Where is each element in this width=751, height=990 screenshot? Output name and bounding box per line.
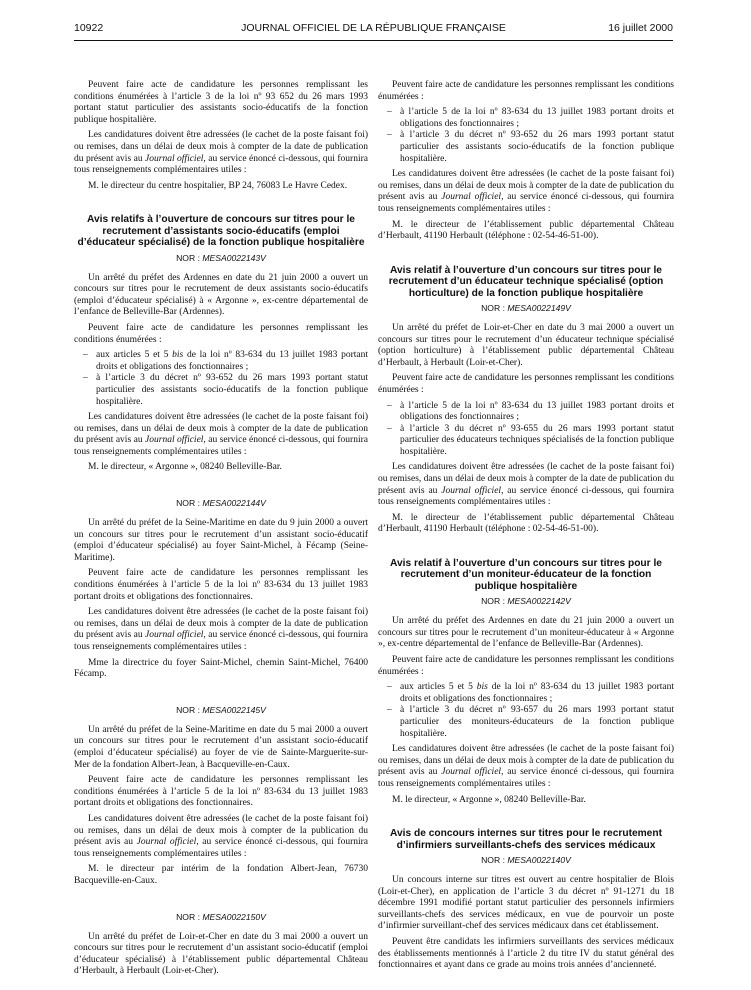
paragraph: Un arrêté du préfet des Ardennes en date du 21 juin 2000 a ouvert un concours sur titres pour le recrutement de deux assistants socio-éducatifs (emploi d’éducateur spécialisé) à « Argonne », ex-centre départemental de l’enfance de Belleville-Bar (Ardennes). [74,272,368,318]
nor-reference [74,253,368,263]
conditions-list [378,107,674,165]
list-item: – à l’article 5 de la loi nº 83-634 du 13 juillet 1983 portant droits et obligations des fonctionnaires ; [378,401,674,424]
journal-title: JOURNAL OFFICIEL DE LA RÉPUBLIQUE FRANÇAISE [241,22,506,34]
nor-label: NOR : [481,302,505,313]
nor-code: MESA0022149V [507,302,571,313]
list-item: – à l’article 3 du décret nº 93-657 du 26 mars 1993 portant statut particulier des moniteurs-éducateurs de la fonction publique hospitalière. [378,705,674,740]
section-title: Avis relatifs à l’ouverture de concours sur titres pour le recrutement d’assistants socio-éducatifs (emploi d’éducateur spécialisé) de la fonction publique hospitalière [77,214,365,249]
nor-reference [378,855,674,865]
section-title: Avis relatif à l’ouverture d’un concours sur titres pour le recrutement d’un moniteur-éducateur de la fonction publique hospitalière [390,558,662,592]
paragraph: Les candidatures doivent être adressées (le cachet de la poste faisant foi) ou remises, dans un délai de deux mois à compter de la date de publication du présent avis au Journal officiel, au service énoncé ci-dessous, qui fournira tous renseignements complémentaires utiles : [74,412,368,457]
paragraph: Un arrêté du préfet de Loir-et-Cher en date du 3 mai 2000 a ouvert un concours sur titres pour le recrutement d’un éducateur technique spécialisé (option horticulture) à l’établissement public départemental Château d’Herbault, à Herbault (Loir-et-Cher). [378,322,674,368]
paragraph: M. le directeur de l’établissement public départemental Château d’Herbault, 41190 Herbault (téléphone : 02-54-46-51-00). [378,512,674,535]
nor-code: MESA0022142V [507,596,571,607]
paragraph: Les candidatures doivent être adressées (le cachet de la poste faisant foi) ou remises, dans un délai de deux mois à compter de la date de publication du présent avis au Journal officiel, au service énoncé ci-dessous, qui fournira tous renseignements complémentaires utiles : [378,744,675,789]
conditions-list [378,401,674,459]
paragraph: M. le directeur, « Argonne », 08240 Belleville-Bar. [88,462,282,473]
paragraph: Les candidatures doivent être adressées (le cachet de la poste faisant foi) ou remises, dans un délai de deux mois à compter de la date de publication du présent avis au Journal officiel, au service énoncé ci-dessous, qui fournira tous renseignements complémentaires utiles : [74,607,368,652]
nor-code: MESA0022150V [202,911,266,922]
nor-label: NOR : [481,596,505,607]
issue-date: 16 juillet 2000 [608,22,673,34]
nor-reference [74,912,368,922]
paragraph: Peuvent faire acte de candidature les personnes remplissant les conditions énumérées : [378,373,674,395]
section-title: Avis de concours internes sur titres pour le recrutement d’infirmiers surveillants-chefs des services médicaux [390,828,662,851]
nor-code: MESA0022140V [507,854,571,865]
paragraph: Les candidatures doivent être adressées (le cachet de la poste faisant foi) ou remises, dans un délai de deux mois à compter de la date de publication du présent avis au Journal officiel, au service énoncé ci-dessous, qui fournira tous renseignements complémentaires utiles : [378,462,675,508]
nor-label: NOR : [481,854,505,865]
list-item: – à l’article 3 du décret nº 93-655 du 26 mars 1993 portant statut particulier des éducateurs techniques spécialisés de la fonction publique hospitalière. [378,424,674,459]
conditions-list [74,350,368,408]
conditions-list [378,682,674,740]
paragraph: Un arrêté du préfet des Ardennes en date du 21 juin 2000 a ouvert un concours sur titres pour le recrutement d’un moniteur-éducateur à « Argonne », ex-centre départemental de l’enfance de Belleville-Bar (Ardennes). [378,616,674,650]
paragraph: Un concours interne sur titres est ouvert au centre hospitalier de Blois (Loir-et-Cher), en application de l’article 3 du décret nº 91-1271 du 18 décembre 1991 modifié portant statut particulier des personnels infirmiers surveillants-chefs des services médicaux, en vue de pourvoir un poste d’infirmier surveillant-chef des services médicaux dans cet établissement. [378,874,674,932]
paragraph: Peuvent faire acte de candidature les personnes remplissant les conditions énumérées à l’article 5 de la loi nº 83-634 du 13 juillet 1983 portant droits et obligations des fonctionnaires. [74,775,368,809]
paragraph: Peuvent faire acte de candidature les personnes remplissant les conditions énumérées : [378,655,674,677]
paragraph: M. le directeur de l’établissement public départemental Château d’Herbault, 41190 Herbault (téléphone : 02-54-46-51-00). [378,219,674,242]
paragraph: Les candidatures doivent être adressées (le cachet de la poste faisant foi) ou remises, dans un délai de deux mois à compter de la publication du présent avis au Journal officiel, au service énoncé ci-dessous, qui fournira tous renseignements complémentaires utiles : [74,813,369,859]
paragraph: Peuvent être candidats les infirmiers surveillants des services médicaux des établissements mentionnés à l’article 2 du titre IV du statut général des fonctionnaires et ayant dans ce grade au moins trois années d’ancienneté. [378,936,674,971]
nor-label: NOR : [176,498,200,509]
paragraph: M. le directeur, « Argonne », 08240 Belleville-Bar. [392,794,586,805]
nor-reference [378,303,674,313]
left-column [74,80,368,982]
section-title: Avis relatif à l’ouverture d’un concours sur titres pour le recrutement d’un éducateur technique spécialisé (option horticulture) de la fonction publique hospitalière [388,264,664,299]
nor-reference [378,596,674,606]
list-item: – à l’article 5 de la loi nº 83-634 du 13 juillet 1983 portant droits et obligations des fonctionnaires ; [378,107,674,130]
header-rule [74,40,673,41]
paragraph: Mme la directrice du foyer Saint-Michel, chemin Saint-Michel, 76400 Fécamp. [74,657,368,680]
paragraph: Un arrêté du préfet de la Seine-Maritime en date du 5 mai 2000 a ouvert un concours sur titres pour le recrutement d’un assistant socio-éducatif (emploi d’éducateur spécialisé) au foyer de vie de Sainte-Marguerite-sur-Mer de la fondation Albert-Jean, à Bacqueville-en-Caux. [74,724,368,770]
paragraph: Peuvent faire acte de candidature les personnes remplissant les conditions énumérées à l’article 3 de la loi nº 93 652 du 26 mars 1993 portant statut particulier des assistants socio-éducatifs de la fonction publique hospitalière. [74,80,368,125]
paragraph: Un arrêté du préfet de Loir-et-Cher en date du 3 mai 2000 a ouvert un concours sur titres pour le recrutement d’un assistant socio-éducatif (emploi d’éducateur spécialisé) à l’établissement public départemental Château d’Herbault, à Herbault (Loir-et-Cher). [74,931,368,977]
nor-code: MESA0022143V [202,252,266,263]
nor-reference [74,705,368,715]
nor-code: MESA0022145V [202,704,266,715]
paragraph: Peuvent faire acte de candidature les personnes remplissant les conditions énumérées : [74,322,368,345]
nor-label: NOR : [176,252,200,263]
list-item: – aux articles 5 et 5 bis de la loi nº 83-634 du 13 juillet 1983 portant droits et obligations des fonctionnaires ; [378,682,674,705]
paragraph: Peuvent faire acte de candidature les personnes remplissant les conditions énumérées : [378,80,674,102]
list-item: – à l’article 3 du décret nº 93-652 du 26 mars 1993 portant statut particulier des assistants socio-éducatifs de la fonction publique hospitalière. [378,130,674,165]
nor-code: MESA0022144V [202,498,266,509]
nor-reference [74,498,368,508]
right-column [378,80,674,976]
paragraph: Un arrêté du préfet de la Seine-Maritime en date du 9 juin 2000 a ouvert un concours sur titres pour le recrutement d’un assistant socio-éducatif (emploi d’éducateur spécialisé) au foyer Saint-Michel, à Fécamp (Seine-Maritime). [74,518,368,563]
page-header [74,22,673,38]
paragraph: M. le directeur par intérim de la fondation Albert-Jean, 76730 Bacqueville-en-Caux. [74,864,368,886]
paragraph: Les candidatures doivent être adressées (le cachet de la poste faisant foi) ou remises, dans un délai de deux mois à compter de la date de publication du présent avis au Journal officiel, au service énoncé ci-dessous, qui fournira tous renseignements complémentaires utiles : [74,130,368,176]
nor-label: NOR : [176,704,200,715]
nor-label: NOR : [176,911,200,922]
list-item: – à l’article 3 du décret nº 93-652 du 26 mars 1993 portant statut particulier des assistants socio-éducatifs de la fonction publique hospitalière. [74,373,368,408]
list-item: – aux articles 5 et 5 bis de la loi nº 83-634 du 13 juillet 1983 portant droits et obligations des fonctionnaires ; [74,350,368,373]
paragraph: M. le directeur du centre hospitalier, BP 24, 76083 Le Havre Cedex. [88,180,348,191]
paragraph: Les candidatures doivent être adressées (le cachet de la poste faisant foi) ou remises, dans un délai de deux mois à compter de la date de publication du présent avis au Journal officiel, au service énoncé ci-dessous, qui fournira tous renseignements complémentaires utiles : [378,169,675,214]
page-number: 10922 [74,22,104,34]
paragraph: Peuvent faire acte de candidature les personnes remplissant les conditions énumérées à l’article 5 de la loi nº 83-634 du 13 juillet 1983 portant droits et obligations des fonctionnaires. [74,568,368,602]
